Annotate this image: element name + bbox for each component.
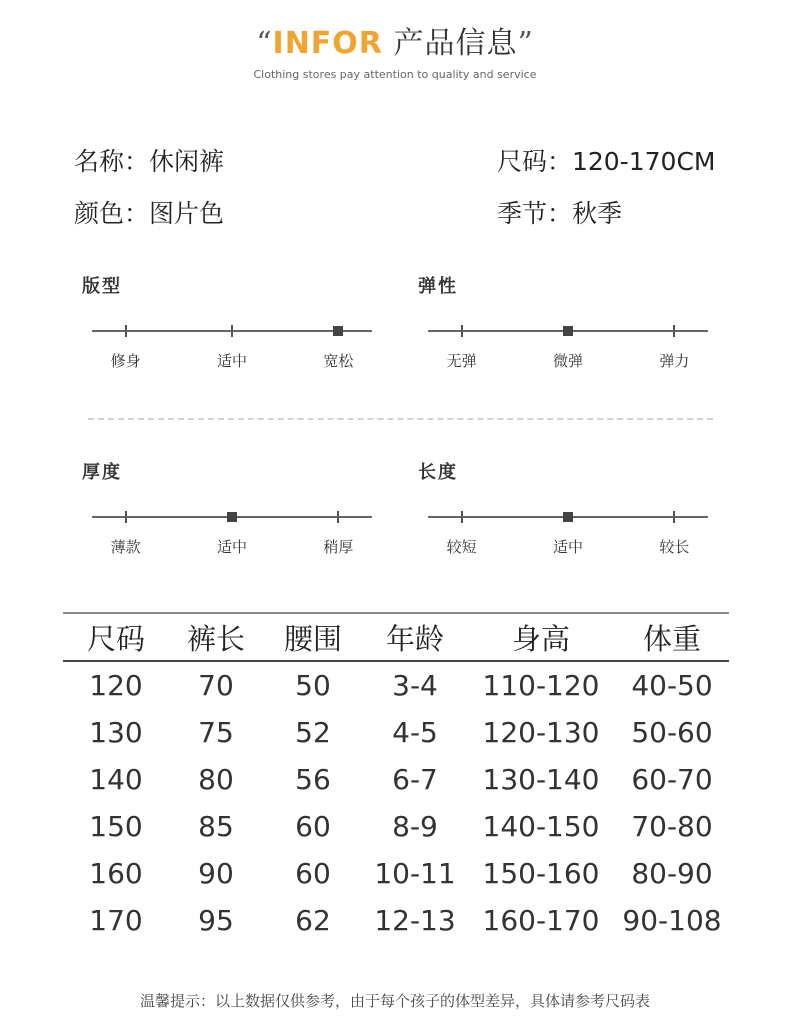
table-cell: 52 — [295, 716, 331, 749]
meter-tick — [125, 325, 127, 337]
meter-selected-marker — [563, 326, 573, 336]
table-cell: 50-60 — [631, 716, 713, 749]
table-cell: 85 — [198, 810, 234, 843]
meter-label: 稍厚 — [323, 538, 354, 556]
table-cell: 120-130 — [482, 716, 600, 749]
table-header-cell: 体重 — [642, 621, 701, 656]
table-cell: 60 — [295, 810, 331, 843]
meter-fit — [82, 272, 382, 392]
meter-length — [418, 458, 718, 578]
table-cell: 150-160 — [482, 857, 600, 890]
meter-selected-marker — [227, 512, 237, 522]
table-cell: 110-120 — [482, 669, 600, 702]
table-cell: 10-11 — [374, 857, 456, 890]
meter-elasticity — [418, 272, 718, 392]
table-cell: 60-70 — [631, 763, 713, 796]
meter-label: 薄款 — [110, 538, 141, 556]
table-cell: 90 — [198, 857, 234, 890]
table-cell: 8-9 — [392, 810, 438, 843]
meter-thickness — [82, 458, 382, 578]
size-table — [63, 612, 729, 944]
table-cell: 50 — [295, 669, 331, 702]
meter-label: 无弹 — [446, 352, 477, 370]
table-cell: 160-170 — [482, 904, 600, 937]
table-cell: 130-140 — [482, 763, 600, 796]
info-season: 季节：秋季 — [497, 199, 623, 228]
table-header-cell: 尺码 — [86, 621, 145, 656]
table-header-cell: 身高 — [511, 621, 570, 656]
footnote: 温馨提示：以上数据仅供参考，由于每个孩子的体型差异，具体请参考尺码表 — [139, 992, 650, 1010]
table-cell: 95 — [198, 904, 234, 937]
table-cell: 62 — [295, 904, 331, 937]
table-cell: 150 — [89, 810, 143, 843]
meter-label: 较长 — [659, 538, 690, 556]
table-header-cell: 年龄 — [385, 621, 444, 656]
meter-label: 适中 — [552, 538, 584, 556]
table-header-cell: 腰围 — [283, 621, 342, 656]
meter-label: 较短 — [446, 538, 477, 556]
meter-scale-line — [428, 516, 708, 518]
meter-tick — [461, 511, 463, 523]
table-cell: 140-150 — [482, 810, 600, 843]
meter-scale-line — [428, 330, 708, 332]
table-cell: 160 — [89, 857, 143, 890]
table-row — [63, 803, 729, 850]
page-title — [0, 18, 790, 62]
table-cell: 90-108 — [622, 904, 722, 937]
page-subtitle: Clothing stores pay attention to quality and service — [253, 68, 537, 81]
table-cell: 12-13 — [374, 904, 456, 937]
table-row — [63, 709, 729, 756]
table-cell: 40-50 — [631, 669, 713, 702]
page-header — [0, 18, 790, 81]
meter-title: 长度 — [418, 462, 458, 483]
meter-label: 宽松 — [323, 352, 354, 370]
meter-title: 弹性 — [418, 276, 458, 297]
table-cell: 130 — [89, 716, 143, 749]
meter-label: 微弹 — [552, 352, 584, 370]
meter-label: 弹力 — [659, 352, 690, 370]
meter-title: 版型 — [82, 276, 122, 297]
table-cell: 80 — [198, 763, 234, 796]
title-accent: INFOR — [272, 26, 383, 61]
table-cell: 4-5 — [392, 716, 438, 749]
table-cell: 75 — [198, 716, 234, 749]
meter-tick — [337, 511, 339, 523]
meter-label: 修身 — [110, 352, 141, 370]
table-cell: 6-7 — [392, 763, 438, 796]
meter-tick — [461, 325, 463, 337]
info-name: 名称：休闲裤 — [74, 147, 225, 176]
meter-tick — [125, 511, 127, 523]
meter-title: 厚度 — [82, 462, 122, 483]
table-cell: 170 — [89, 904, 143, 937]
info-size: 尺码：120-170CM — [497, 147, 716, 176]
meter-tick — [673, 325, 675, 337]
table-cell: 70 — [198, 669, 234, 702]
table-row — [63, 662, 729, 709]
meter-label: 适中 — [216, 538, 248, 556]
meter-scale-line — [92, 330, 372, 332]
close-quote: ” — [517, 26, 534, 61]
meter-scale-line — [92, 516, 372, 518]
info-color: 颜色：图片色 — [74, 199, 225, 228]
meter-tick — [231, 325, 233, 337]
table-row — [63, 756, 729, 803]
dashed-divider — [88, 418, 713, 420]
table-row — [63, 897, 729, 944]
table-cell: 140 — [89, 763, 143, 796]
meter-selected-marker — [333, 326, 343, 336]
meter-tick — [673, 511, 675, 523]
table-row — [63, 850, 729, 897]
title-cn: 产品信息 — [393, 26, 518, 61]
table-body — [63, 662, 729, 944]
table-cell: 60 — [295, 857, 331, 890]
meter-label: 适中 — [216, 352, 248, 370]
table-cell: 120 — [89, 669, 143, 702]
meter-selected-marker — [563, 512, 573, 522]
table-header-cell: 裤长 — [186, 621, 245, 656]
table-cell: 80-90 — [631, 857, 713, 890]
table-header-row — [63, 614, 729, 660]
open-quote: “ — [256, 26, 273, 61]
table-cell: 70-80 — [631, 810, 713, 843]
table-cell: 3-4 — [392, 669, 438, 702]
table-cell: 56 — [295, 763, 331, 796]
